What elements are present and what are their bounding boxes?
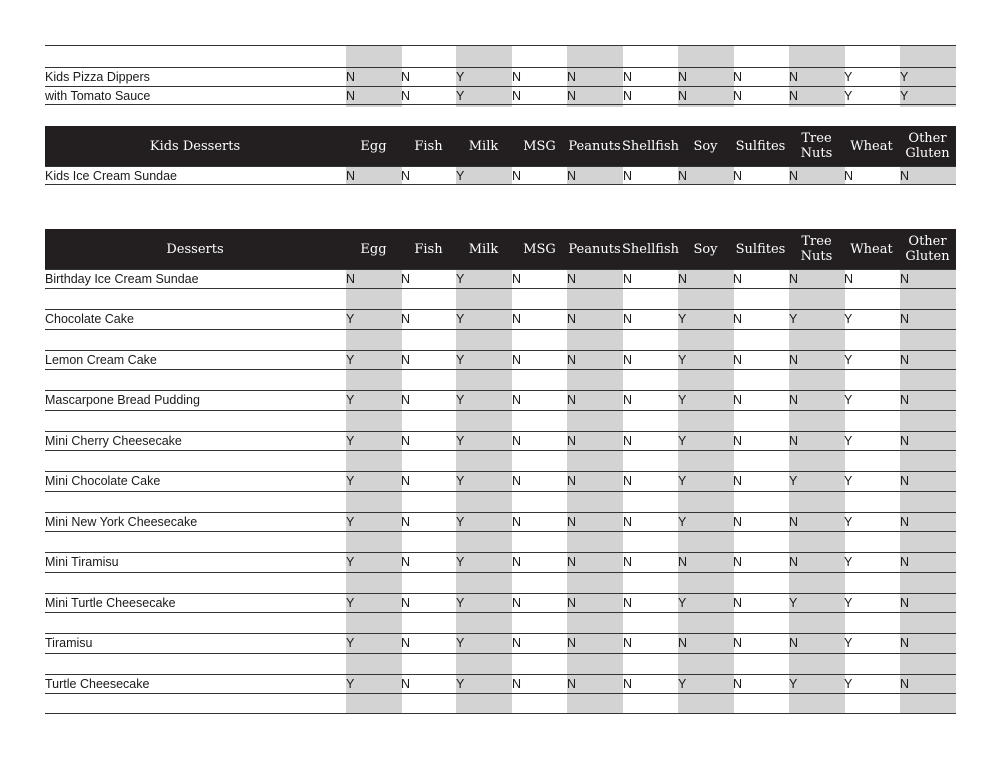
allergen-value-soy: Y bbox=[678, 393, 687, 407]
allergen-value-msg: N bbox=[512, 676, 522, 691]
allergen-value-wheat: N bbox=[844, 272, 854, 286]
allergen-value-shellfish: N bbox=[623, 393, 633, 407]
allergen-value-shellfish: N bbox=[623, 636, 633, 650]
section-header bbox=[45, 229, 956, 269]
allergen-value-peanuts: N bbox=[567, 169, 577, 183]
column-header-shellfish: Shellfish bbox=[622, 241, 680, 257]
allergen-value-msg: N bbox=[512, 70, 522, 84]
allergen-value-soy: Y bbox=[678, 474, 687, 488]
allergen-value-sulfites: N bbox=[733, 555, 743, 569]
allergen-value-peanuts: N bbox=[567, 676, 577, 691]
table-row bbox=[45, 633, 956, 653]
allergen-value-peanuts: N bbox=[567, 595, 577, 610]
column-header-milk: Milk bbox=[468, 241, 499, 257]
allergen-value-milk: Y bbox=[456, 89, 465, 103]
allergen-value-fish: N bbox=[401, 352, 411, 367]
allergen-value-msg: N bbox=[512, 433, 522, 448]
allergen-value-egg: Y bbox=[346, 636, 355, 650]
column-header-tree-nuts: Tree Nuts bbox=[800, 131, 833, 161]
item-name: Tiramisu bbox=[45, 636, 93, 650]
table-row bbox=[45, 329, 956, 350]
table-row bbox=[45, 390, 956, 410]
allergen-value-soy: Y bbox=[678, 595, 687, 610]
table-row bbox=[45, 674, 956, 694]
table-row bbox=[45, 166, 956, 185]
allergen-value-egg: N bbox=[346, 169, 356, 183]
allergen-value-milk: Y bbox=[456, 70, 465, 84]
allergen-value-tree-nuts: N bbox=[789, 272, 799, 286]
allergen-value-other-gluten: N bbox=[900, 393, 910, 407]
allergen-value-shellfish: N bbox=[623, 433, 633, 448]
allergen-value-milk: Y bbox=[456, 676, 465, 691]
allergen-value-wheat: Y bbox=[844, 393, 853, 407]
allergen-value-other-gluten: N bbox=[900, 636, 910, 650]
column-header-msg: MSG bbox=[523, 138, 556, 154]
allergen-value-sulfites: N bbox=[733, 514, 743, 529]
allergen-value-soy: Y bbox=[678, 433, 687, 448]
allergen-value-sulfites: N bbox=[733, 676, 743, 691]
column-header-wheat: Wheat bbox=[850, 138, 893, 154]
allergen-value-msg: N bbox=[512, 312, 522, 326]
desserts-table bbox=[45, 229, 956, 713]
column-header-sulfites: Sulfites bbox=[735, 241, 786, 257]
allergen-value-msg: N bbox=[512, 636, 522, 650]
allergen-value-peanuts: N bbox=[567, 272, 577, 286]
column-header-wheat: Wheat bbox=[850, 241, 893, 257]
table-row bbox=[45, 67, 956, 86]
table-row bbox=[45, 86, 956, 105]
allergen-value-sulfites: N bbox=[733, 595, 743, 610]
allergen-value-egg: Y bbox=[346, 393, 355, 407]
allergen-value-soy: Y bbox=[678, 352, 687, 367]
allergen-value-peanuts: N bbox=[567, 70, 577, 84]
allergen-value-milk: Y bbox=[456, 474, 465, 488]
allergen-value-wheat: Y bbox=[844, 433, 853, 448]
allergen-value-wheat: Y bbox=[844, 676, 853, 691]
allergen-value-wheat: N bbox=[844, 169, 854, 183]
table-row bbox=[45, 369, 956, 390]
allergen-value-msg: N bbox=[512, 352, 522, 367]
column-header-other-gluten: Other Gluten bbox=[905, 234, 950, 264]
item-name: Kids Pizza Dippers bbox=[45, 70, 150, 84]
table-row bbox=[45, 288, 956, 309]
table-row bbox=[45, 350, 956, 370]
allergen-value-wheat: Y bbox=[844, 595, 853, 610]
allergen-value-sulfites: N bbox=[733, 474, 743, 488]
allergen-value-sulfites: N bbox=[733, 393, 743, 407]
allergen-value-msg: N bbox=[512, 169, 522, 183]
allergen-value-msg: N bbox=[512, 393, 522, 407]
allergen-value-fish: N bbox=[401, 676, 411, 691]
allergen-value-wheat: Y bbox=[844, 352, 853, 367]
item-name: Mini Cherry Cheesecake bbox=[45, 433, 182, 448]
allergen-value-msg: N bbox=[512, 514, 522, 529]
table-row bbox=[45, 471, 956, 491]
allergen-value-other-gluten: N bbox=[900, 352, 910, 367]
item-name: Birthday Ice Cream Sundae bbox=[45, 272, 199, 286]
allergen-value-other-gluten: Y bbox=[900, 70, 909, 84]
table-row bbox=[45, 552, 956, 572]
section-title: Kids Desserts bbox=[149, 138, 241, 154]
table-row bbox=[45, 269, 956, 288]
allergen-value-sulfites: N bbox=[733, 169, 743, 183]
section-title: Desserts bbox=[166, 241, 224, 257]
allergen-value-other-gluten: Y bbox=[900, 89, 909, 103]
allergen-value-msg: N bbox=[512, 595, 522, 610]
allergen-value-fish: N bbox=[401, 595, 411, 610]
allergen-value-soy: N bbox=[678, 636, 688, 650]
allergen-value-sulfites: N bbox=[733, 636, 743, 650]
allergen-value-sulfites: N bbox=[733, 352, 743, 367]
table-row bbox=[45, 512, 956, 532]
allergen-value-other-gluten: N bbox=[900, 169, 910, 183]
allergen-value-sulfites: N bbox=[733, 89, 743, 103]
allergen-value-wheat: Y bbox=[844, 474, 853, 488]
allergen-value-other-gluten: N bbox=[900, 272, 910, 286]
allergen-value-peanuts: N bbox=[567, 352, 577, 367]
item-name: Kids Ice Cream Sundae bbox=[45, 169, 178, 183]
column-header-soy: Soy bbox=[693, 241, 718, 257]
allergen-value-egg: Y bbox=[346, 676, 355, 691]
table-row bbox=[45, 572, 956, 593]
allergen-value-fish: N bbox=[401, 169, 411, 183]
allergen-value-tree-nuts: Y bbox=[789, 474, 798, 488]
allergen-value-shellfish: N bbox=[623, 312, 633, 326]
allergen-value-milk: Y bbox=[456, 514, 465, 529]
allergen-value-tree-nuts: N bbox=[789, 514, 799, 529]
allergen-value-wheat: Y bbox=[844, 70, 853, 84]
item-name: Chocolate Cake bbox=[45, 312, 134, 326]
allergen-value-egg: Y bbox=[346, 433, 355, 448]
top-allergen-table bbox=[45, 45, 956, 107]
allergen-value-fish: N bbox=[401, 555, 411, 569]
allergen-value-shellfish: N bbox=[623, 595, 633, 610]
allergen-value-fish: N bbox=[401, 312, 411, 326]
allergen-value-egg: N bbox=[346, 70, 356, 84]
allergen-value-shellfish: N bbox=[623, 89, 633, 103]
column-header-shellfish: Shellfish bbox=[622, 138, 680, 154]
allergen-value-sulfites: N bbox=[733, 70, 743, 84]
table-row bbox=[45, 309, 956, 329]
allergen-value-egg: N bbox=[346, 272, 356, 286]
allergen-value-tree-nuts: Y bbox=[789, 676, 798, 691]
allergen-value-peanuts: N bbox=[567, 474, 577, 488]
column-header-peanuts: Peanuts bbox=[568, 138, 621, 154]
column-header-milk: Milk bbox=[468, 138, 499, 154]
allergen-value-fish: N bbox=[401, 89, 411, 103]
table-row bbox=[45, 431, 956, 451]
allergen-value-peanuts: N bbox=[567, 89, 577, 103]
table-row bbox=[45, 612, 956, 633]
allergen-value-other-gluten: N bbox=[900, 595, 910, 610]
allergen-value-tree-nuts: N bbox=[789, 393, 799, 407]
allergen-value-fish: N bbox=[401, 514, 411, 529]
allergen-value-other-gluten: N bbox=[900, 555, 910, 569]
allergen-value-msg: N bbox=[512, 555, 522, 569]
allergen-value-shellfish: N bbox=[623, 352, 633, 367]
allergen-value-other-gluten: N bbox=[900, 433, 910, 448]
allergen-value-soy: N bbox=[678, 272, 688, 286]
allergen-value-tree-nuts: Y bbox=[789, 595, 798, 610]
allergen-value-tree-nuts: N bbox=[789, 636, 799, 650]
item-name: Mini New York Cheesecake bbox=[45, 514, 198, 529]
allergen-value-shellfish: N bbox=[623, 555, 633, 569]
allergen-value-sulfites: N bbox=[733, 433, 743, 448]
kids-desserts-table bbox=[45, 126, 956, 185]
table-row bbox=[45, 653, 956, 674]
allergen-value-milk: Y bbox=[456, 595, 465, 610]
allergen-value-sulfites: N bbox=[733, 312, 743, 326]
allergen-value-tree-nuts: N bbox=[789, 433, 799, 448]
allergen-value-shellfish: N bbox=[623, 169, 633, 183]
item-name: Mascarpone Bread Pudding bbox=[45, 393, 200, 407]
allergen-value-milk: Y bbox=[456, 272, 465, 286]
allergen-value-fish: N bbox=[401, 636, 411, 650]
allergen-value-tree-nuts: N bbox=[789, 169, 799, 183]
allergen-value-peanuts: N bbox=[567, 636, 577, 650]
item-name: Mini Turtle Cheesecake bbox=[45, 595, 176, 610]
item-name: Mini Tiramisu bbox=[45, 555, 119, 569]
allergen-value-soy: N bbox=[678, 89, 688, 103]
allergen-value-egg: N bbox=[346, 89, 356, 103]
allergen-value-egg: Y bbox=[346, 555, 355, 569]
column-header-msg: MSG bbox=[523, 241, 556, 257]
allergen-value-msg: N bbox=[512, 272, 522, 286]
allergen-value-wheat: Y bbox=[844, 636, 853, 650]
item-name: Turtle Cheesecake bbox=[45, 676, 150, 691]
column-header-fish: Fish bbox=[414, 138, 443, 154]
allergen-value-soy: Y bbox=[678, 676, 687, 691]
table-row bbox=[45, 693, 956, 714]
allergen-value-msg: N bbox=[512, 89, 522, 103]
allergen-value-shellfish: N bbox=[623, 474, 633, 488]
allergen-value-msg: N bbox=[512, 474, 522, 488]
column-header-soy: Soy bbox=[693, 138, 718, 154]
allergen-value-soy: Y bbox=[678, 514, 687, 529]
allergen-value-milk: Y bbox=[456, 352, 465, 367]
column-header-egg: Egg bbox=[360, 138, 387, 154]
column-header-egg: Egg bbox=[360, 241, 387, 257]
allergen-value-soy: Y bbox=[678, 312, 687, 326]
allergen-value-egg: Y bbox=[346, 514, 355, 529]
allergen-value-wheat: Y bbox=[844, 89, 853, 103]
allergen-value-fish: N bbox=[401, 433, 411, 448]
table-row bbox=[45, 450, 956, 471]
allergen-value-milk: Y bbox=[456, 555, 465, 569]
allergen-value-other-gluten: N bbox=[900, 474, 910, 488]
allergen-value-fish: N bbox=[401, 393, 411, 407]
column-header-peanuts: Peanuts bbox=[568, 241, 621, 257]
allergen-value-milk: Y bbox=[456, 312, 465, 326]
allergen-value-peanuts: N bbox=[567, 312, 577, 326]
section-header bbox=[45, 126, 956, 166]
allergen-value-milk: Y bbox=[456, 169, 465, 183]
allergen-value-milk: Y bbox=[456, 636, 465, 650]
allergen-value-tree-nuts: Y bbox=[789, 312, 798, 326]
allergen-value-soy: N bbox=[678, 70, 688, 84]
allergen-value-peanuts: N bbox=[567, 393, 577, 407]
allergen-value-wheat: Y bbox=[844, 555, 853, 569]
allergen-value-fish: N bbox=[401, 70, 411, 84]
column-header-fish: Fish bbox=[414, 241, 443, 257]
allergen-value-other-gluten: N bbox=[900, 676, 910, 691]
allergen-value-soy: N bbox=[678, 169, 688, 183]
allergen-value-milk: Y bbox=[456, 393, 465, 407]
item-name: with Tomato Sauce bbox=[45, 89, 151, 103]
allergen-value-shellfish: N bbox=[623, 514, 633, 529]
item-name: Lemon Cream Cake bbox=[45, 352, 157, 367]
allergen-value-egg: Y bbox=[346, 474, 355, 488]
allergen-value-other-gluten: N bbox=[900, 312, 910, 326]
allergen-value-milk: Y bbox=[456, 433, 465, 448]
column-header-sulfites: Sulfites bbox=[735, 138, 786, 154]
table-row bbox=[45, 593, 956, 613]
allergen-value-tree-nuts: N bbox=[789, 70, 799, 84]
allergen-value-shellfish: N bbox=[623, 272, 633, 286]
allergen-value-peanuts: N bbox=[567, 514, 577, 529]
allergen-value-sulfites: N bbox=[733, 272, 743, 286]
table-row bbox=[45, 531, 956, 552]
allergen-value-egg: Y bbox=[346, 312, 355, 326]
allergen-value-wheat: Y bbox=[844, 312, 853, 326]
table-row bbox=[45, 45, 956, 67]
allergen-value-fish: N bbox=[401, 474, 411, 488]
allergen-value-tree-nuts: N bbox=[789, 352, 799, 367]
allergen-value-wheat: Y bbox=[844, 514, 853, 529]
table-row bbox=[45, 410, 956, 431]
allergen-value-egg: Y bbox=[346, 595, 355, 610]
allergen-value-egg: Y bbox=[346, 352, 355, 367]
allergen-value-shellfish: N bbox=[623, 70, 633, 84]
allergen-value-fish: N bbox=[401, 272, 411, 286]
allergen-value-peanuts: N bbox=[567, 555, 577, 569]
allergen-value-peanuts: N bbox=[567, 433, 577, 448]
allergen-value-soy: N bbox=[678, 555, 688, 569]
table-row bbox=[45, 491, 956, 512]
allergen-value-tree-nuts: N bbox=[789, 89, 799, 103]
item-name: Mini Chocolate Cake bbox=[45, 474, 161, 488]
allergen-value-shellfish: N bbox=[623, 676, 633, 691]
allergen-value-other-gluten: N bbox=[900, 514, 910, 529]
allergen-value-tree-nuts: N bbox=[789, 555, 799, 569]
column-header-other-gluten: Other Gluten bbox=[905, 131, 950, 161]
column-header-tree-nuts: Tree Nuts bbox=[800, 234, 833, 264]
